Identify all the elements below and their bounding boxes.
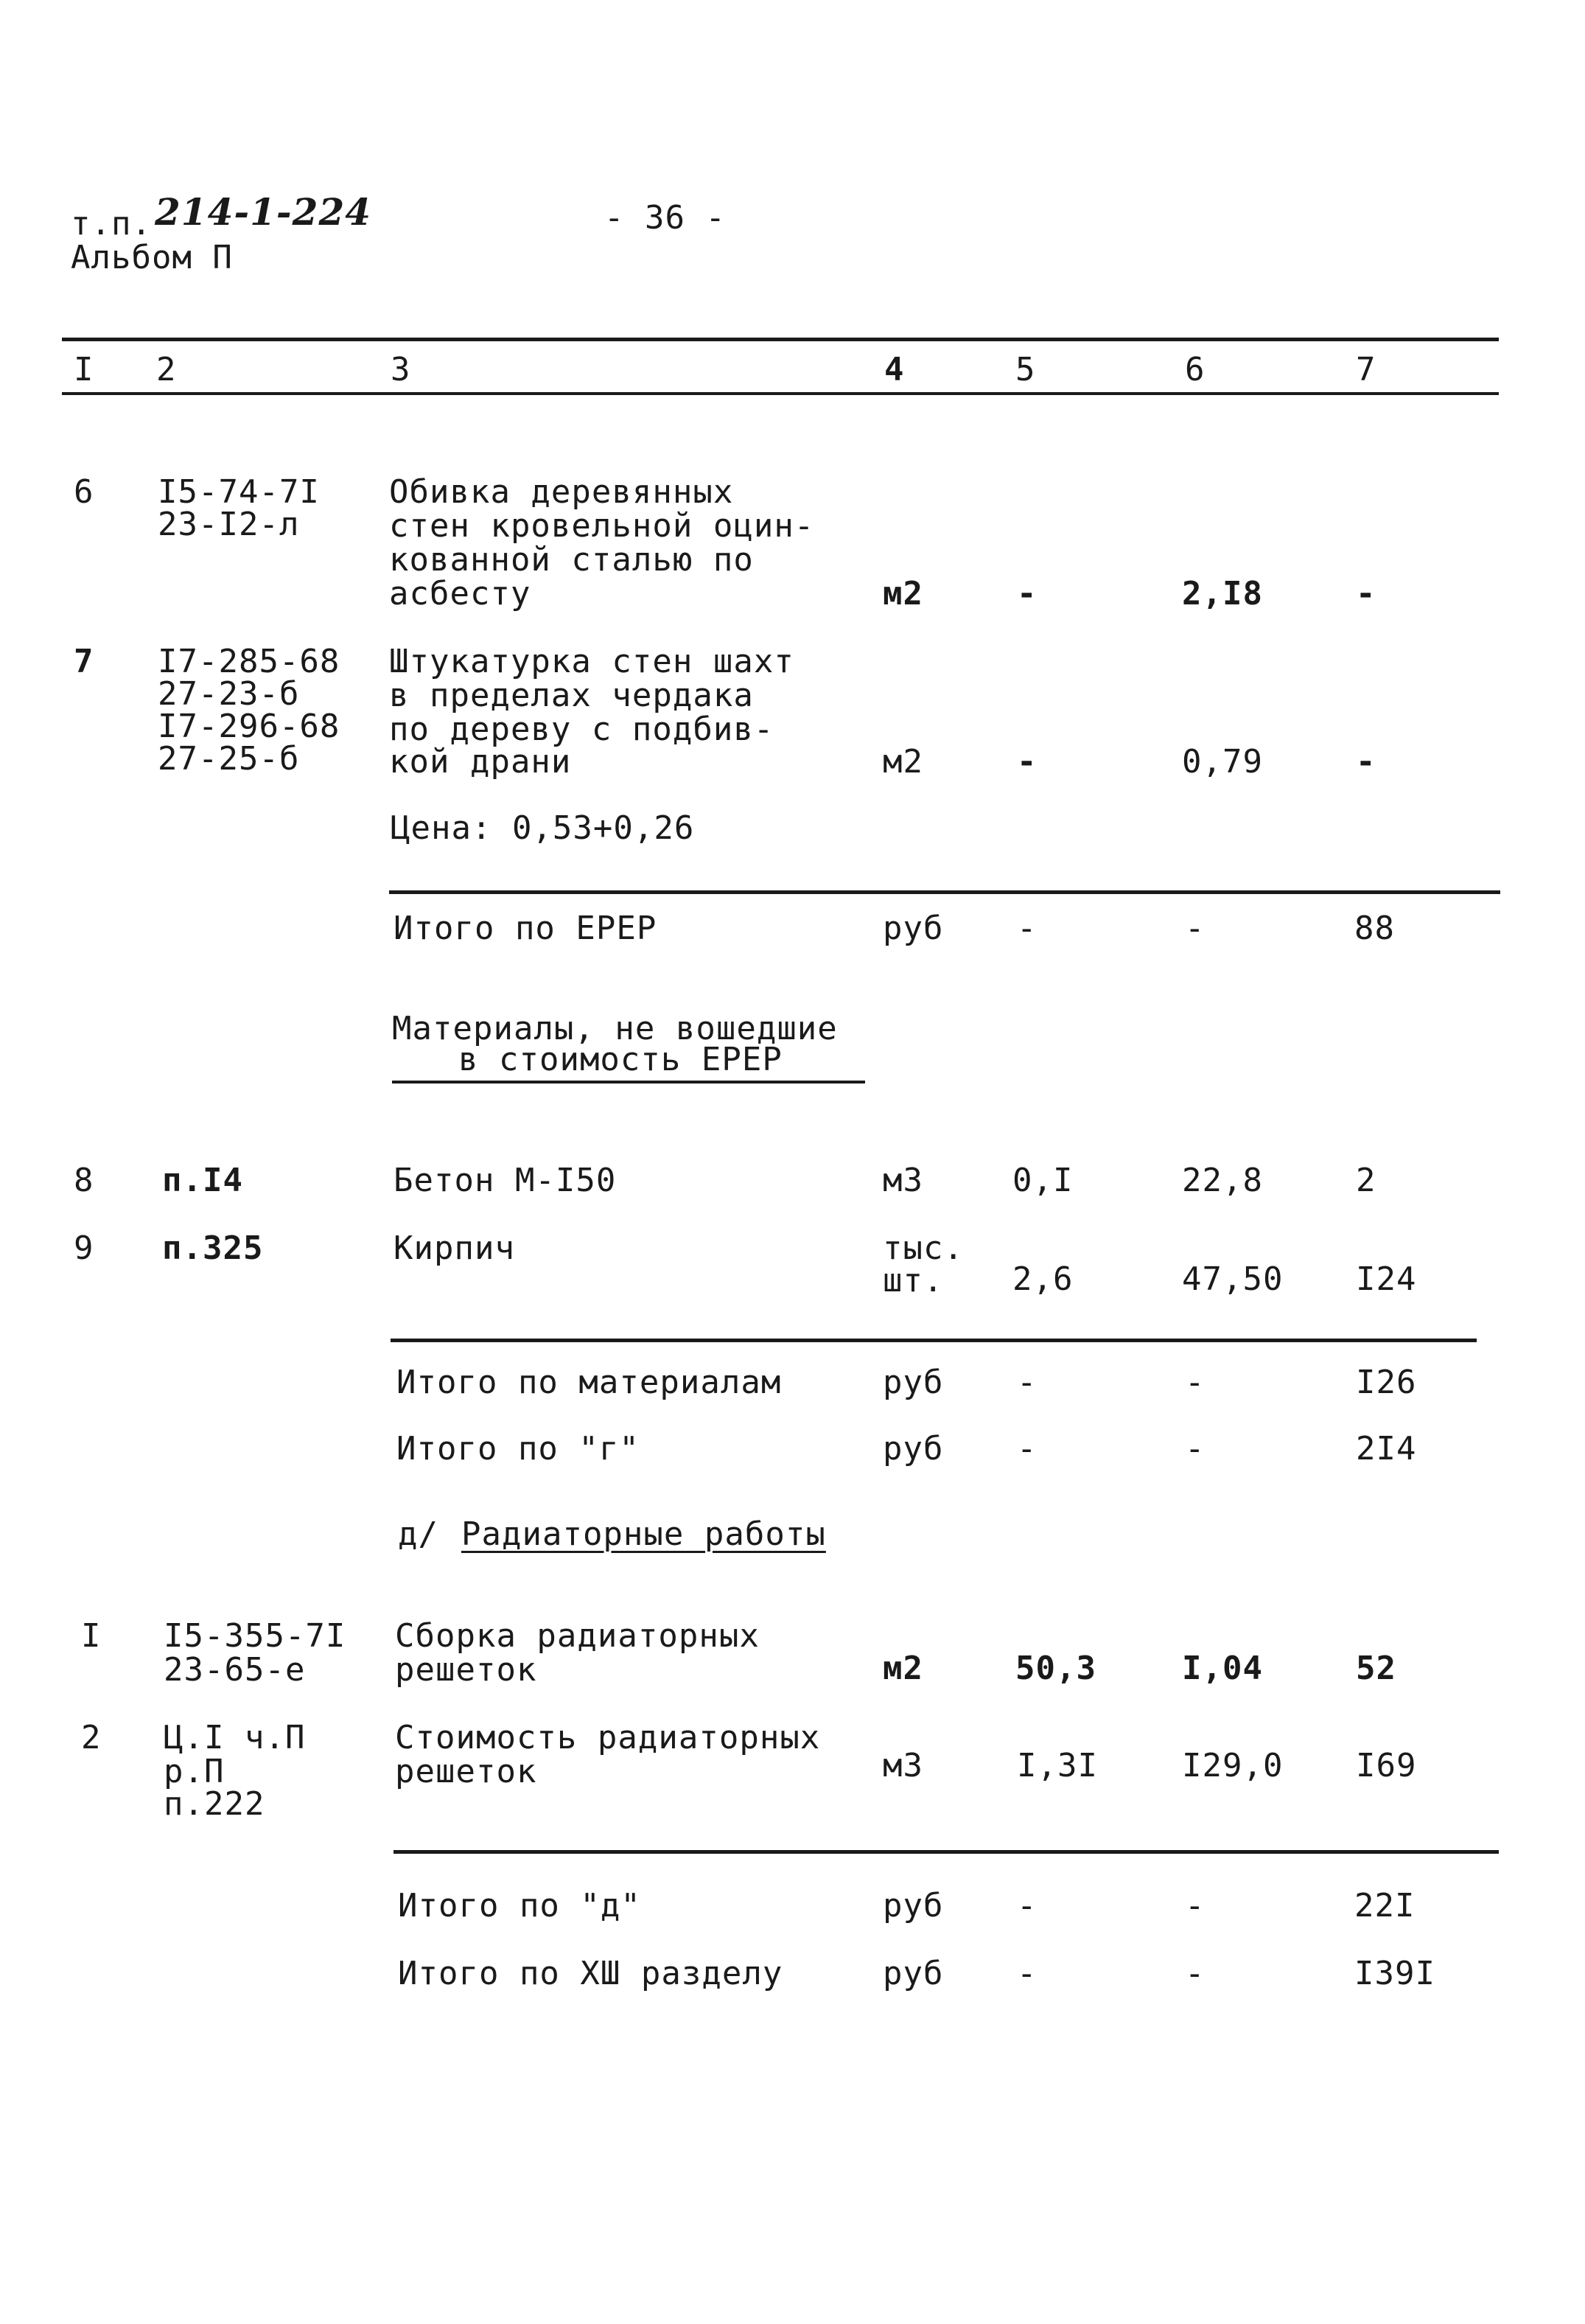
col-header-7: 7 bbox=[1356, 351, 1376, 388]
subtotal-label: Итого по ЕРЕР bbox=[393, 910, 657, 947]
materials-heading: в стоимость ЕРЕР bbox=[458, 1041, 783, 1078]
row-total: - bbox=[1356, 575, 1376, 613]
row-total: I24 bbox=[1356, 1260, 1417, 1298]
row-unit: м2 bbox=[883, 1650, 923, 1687]
row-price: 47,50 bbox=[1182, 1260, 1284, 1298]
subtotal-unit: руб bbox=[883, 1955, 944, 1992]
row-qty: 0,I bbox=[1012, 1162, 1074, 1199]
section-d-prefix: д/ bbox=[398, 1515, 438, 1553]
subtotal-qty: - bbox=[1017, 1955, 1038, 1992]
section-d-title: Радиаторные работы bbox=[461, 1515, 826, 1553]
row-name: Стоимость радиаторных bbox=[395, 1719, 821, 1756]
col-header-5: 5 bbox=[1015, 351, 1036, 388]
subtotal-label: Итого по материалам bbox=[396, 1364, 782, 1401]
row-code: 23-I2-л bbox=[158, 506, 300, 543]
row-qty: 2,6 bbox=[1012, 1260, 1074, 1298]
row-code: п.325 bbox=[162, 1229, 264, 1267]
row-qty: 50,3 bbox=[1015, 1650, 1096, 1687]
row-number: I bbox=[81, 1617, 102, 1655]
table-top-rule bbox=[62, 338, 1499, 341]
col-header-2: 2 bbox=[156, 351, 177, 388]
row-name: стен кровельной оцин- bbox=[389, 507, 815, 545]
row-unit: м3 bbox=[883, 1747, 923, 1784]
row-number: 8 bbox=[74, 1162, 94, 1199]
col-header-3: 3 bbox=[391, 351, 411, 388]
subtotal-total: I39I bbox=[1354, 1955, 1435, 1992]
row-qty: I,3I bbox=[1017, 1747, 1098, 1784]
row-total: - bbox=[1356, 743, 1376, 781]
subtotal-qty: - bbox=[1017, 1430, 1038, 1468]
row-number: 6 bbox=[74, 473, 94, 511]
row-name: по дереву с подбив- bbox=[389, 711, 774, 748]
row-code: Ц.I ч.П bbox=[164, 1719, 306, 1756]
row-name: Бетон М-I50 bbox=[393, 1162, 617, 1199]
row-code: 27-23-б bbox=[158, 675, 300, 713]
subtotal-total: 88 bbox=[1354, 910, 1395, 947]
row-unit: тыс. bbox=[883, 1229, 964, 1267]
subtotal-qty: - bbox=[1017, 1364, 1038, 1401]
subtotal-price: - bbox=[1185, 1955, 1206, 1992]
row-code: I7-296-68 bbox=[158, 708, 340, 745]
row-name: в пределах чердака bbox=[389, 677, 754, 714]
subtotal-unit: руб bbox=[883, 1887, 944, 1925]
album-label: Альбом П bbox=[71, 239, 233, 276]
row-number: 9 bbox=[74, 1229, 94, 1267]
row-price: I,04 bbox=[1182, 1650, 1263, 1687]
row-total: 2 bbox=[1356, 1162, 1376, 1199]
subtotal-label: Итого по ХШ разделу bbox=[398, 1955, 783, 1992]
row-unit: м3 bbox=[883, 1162, 923, 1199]
row-name: Штукатурка стен шахт bbox=[389, 643, 794, 680]
row-name: кованной сталью по bbox=[389, 541, 754, 579]
materials-heading: Материалы, не вошедшие bbox=[392, 1010, 838, 1047]
subtotal-total: 22I bbox=[1354, 1887, 1416, 1925]
subtotal-unit: руб bbox=[883, 1364, 944, 1401]
subtotal-rule bbox=[389, 890, 1500, 894]
row-code: п.I4 bbox=[162, 1162, 243, 1199]
row-code: I5-74-7I bbox=[158, 473, 320, 511]
col-header-4: 4 bbox=[884, 351, 905, 388]
row-code: 23-65-е bbox=[164, 1651, 306, 1689]
row-price: I29,0 bbox=[1182, 1747, 1284, 1784]
row-unit: м2 bbox=[883, 743, 923, 781]
row-price: 22,8 bbox=[1182, 1162, 1263, 1199]
col-header-6: 6 bbox=[1185, 351, 1206, 388]
subtotal-price: - bbox=[1185, 1364, 1206, 1401]
row-code: п.222 bbox=[164, 1785, 265, 1823]
row-code: I5-355-7I bbox=[164, 1617, 346, 1655]
row-code: 27-25-б bbox=[158, 740, 300, 778]
row-name: решеток bbox=[395, 1753, 537, 1790]
subtotal-total: 2I4 bbox=[1356, 1430, 1417, 1468]
doc-prefix: т.п. bbox=[71, 205, 152, 242]
subtotal-rule bbox=[393, 1850, 1499, 1854]
subtotal-price: - bbox=[1185, 1430, 1206, 1468]
row-number: 2 bbox=[81, 1719, 102, 1756]
doc-number: 214-1-224 bbox=[155, 190, 372, 234]
row-price: 0,79 bbox=[1182, 743, 1263, 781]
materials-heading-underline bbox=[392, 1081, 865, 1084]
page-number: - 36 - bbox=[604, 199, 726, 237]
row-code: I7-285-68 bbox=[158, 643, 340, 680]
price-note: Цена: 0,53+0,26 bbox=[391, 809, 695, 847]
row-total: 52 bbox=[1356, 1650, 1396, 1687]
row-name: Кирпич bbox=[393, 1229, 515, 1267]
table-header-rule bbox=[62, 392, 1499, 395]
row-unit: шт. bbox=[883, 1262, 944, 1299]
subtotal-qty: - bbox=[1017, 910, 1038, 947]
subtotal-label: Итого по "г" bbox=[396, 1430, 640, 1468]
row-qty: - bbox=[1017, 575, 1038, 613]
subtotal-rule bbox=[391, 1339, 1477, 1342]
subtotal-price: - bbox=[1185, 910, 1206, 947]
row-name: решеток bbox=[395, 1651, 537, 1689]
subtotal-label: Итого по "д" bbox=[398, 1887, 641, 1925]
subtotal-total: I26 bbox=[1356, 1364, 1417, 1401]
row-price: 2,I8 bbox=[1182, 575, 1263, 613]
row-name: асбесту bbox=[389, 575, 531, 613]
subtotal-qty: - bbox=[1017, 1887, 1038, 1925]
row-number: 7 bbox=[74, 643, 94, 680]
row-qty: - bbox=[1017, 743, 1038, 781]
subtotal-unit: руб bbox=[883, 1430, 944, 1468]
subtotal-price: - bbox=[1185, 1887, 1206, 1925]
col-header-1: I bbox=[74, 351, 94, 388]
row-name: кой драни bbox=[389, 743, 572, 781]
row-unit: м2 bbox=[883, 575, 923, 613]
row-name: Обивка деревянных bbox=[389, 473, 734, 511]
row-code: р.П bbox=[164, 1753, 225, 1790]
row-name: Сборка радиаторных bbox=[395, 1617, 760, 1655]
subtotal-unit: руб bbox=[883, 910, 944, 947]
row-total: I69 bbox=[1356, 1747, 1417, 1784]
